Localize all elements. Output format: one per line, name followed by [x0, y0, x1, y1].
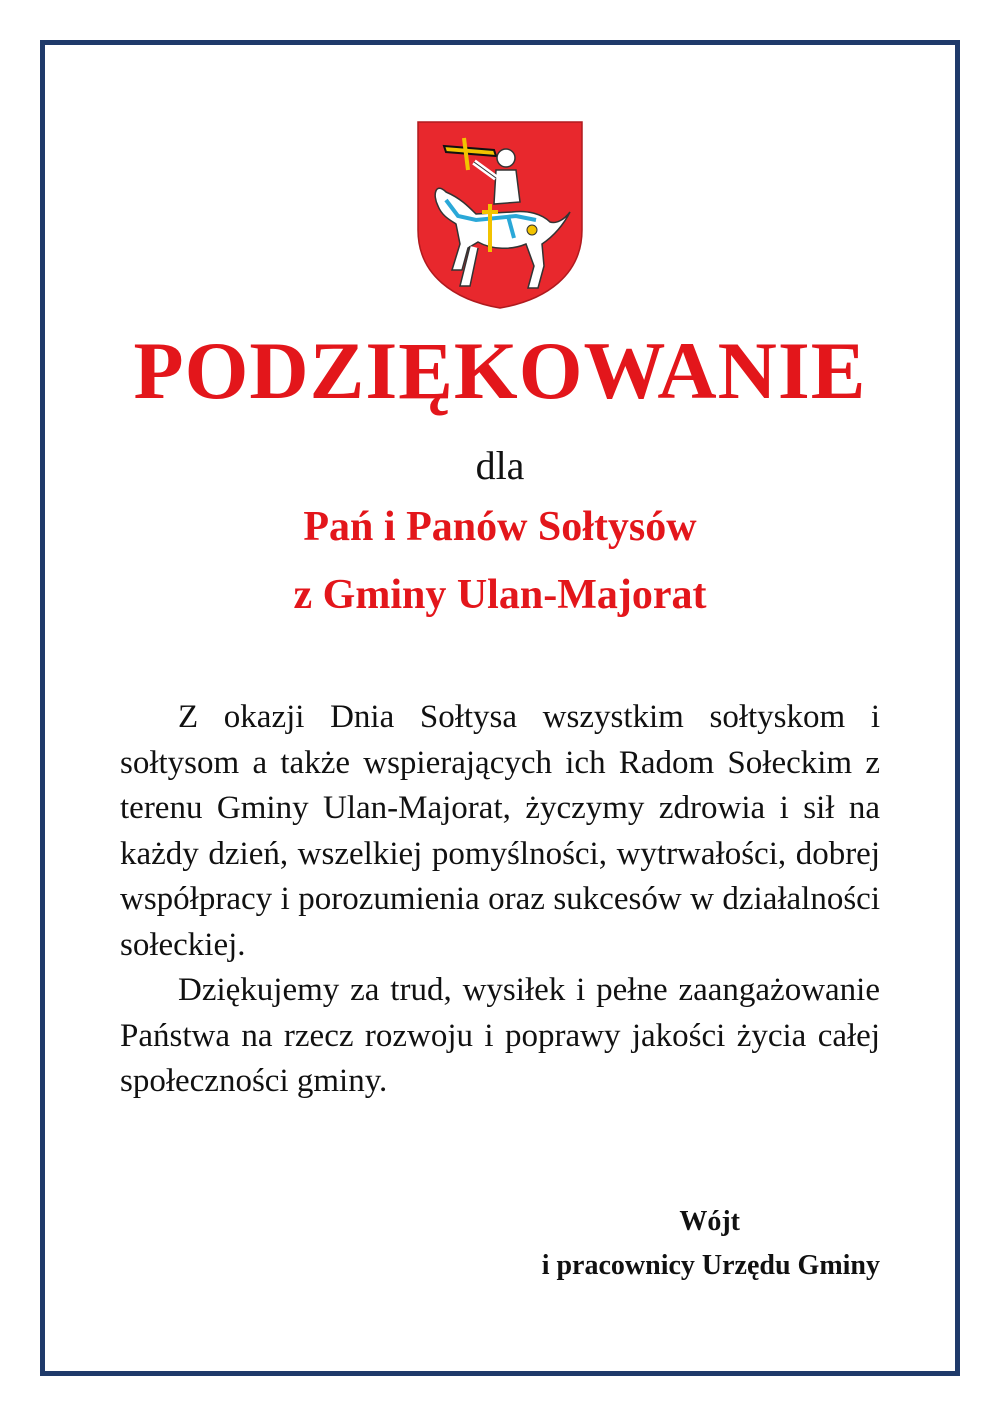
- body-paragraph-2: Dziękujemy za trud, wysiłek i pełne zaangażowanie Państwa na rzecz rozwoju i poprawy jakości życia całej społeczności gminy.: [120, 972, 880, 1099]
- signature-title: Wójt: [679, 1206, 740, 1237]
- recipient-line-1: Pań i Panów Sołtysów: [303, 504, 697, 550]
- page-title: PODZIĘKOWANIE: [133, 325, 867, 416]
- body-text: [120, 695, 880, 1105]
- recipient-line-2: z Gminy Ulan-Majorat: [293, 572, 707, 618]
- body-paragraph-1: Z okazji Dnia Sołtysa wszystkim sołtyskom i sołtysom a także wspierających ich Radom Sołeckim z terenu Gminy Ulan-Majorat, życzymy zdrowia i sił na każdy dzień, wszelkiej pomyślności, wytrwałości, dobrej współpracy i porozumienia oraz sukcesów w działalności sołeckiej.: [120, 699, 880, 963]
- coat-of-arms-icon: [416, 120, 584, 310]
- signature-line: i pracownicy Urzędu Gminy: [541, 1250, 880, 1281]
- for-word: dla: [475, 443, 525, 488]
